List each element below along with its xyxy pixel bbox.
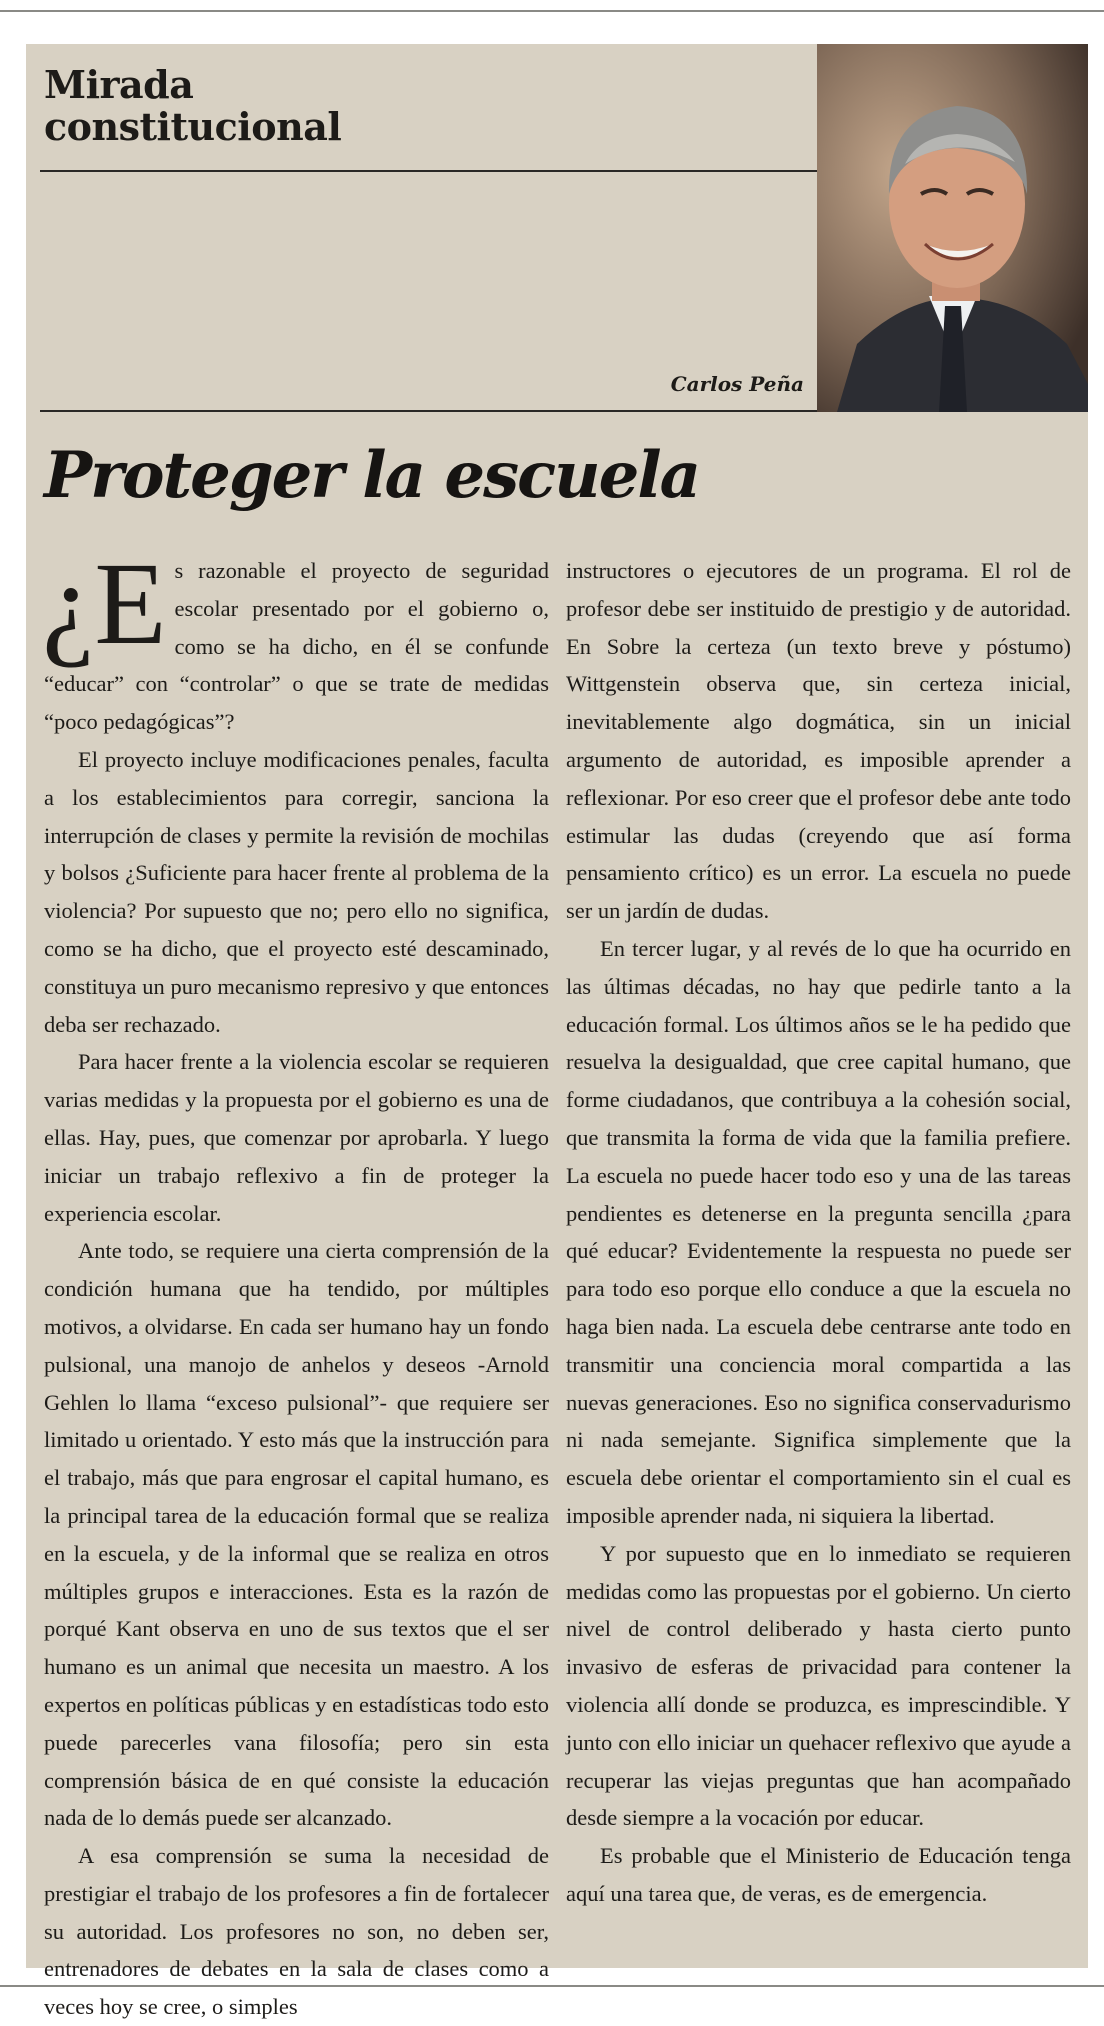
paragraph: Para hacer frente a la violencia escolar se requieren varias medidas y la propuesta por el gobierno es una de ellas. Hay, pues, que comenzar por aprobarla. Y luego iniciar un trabajo reflexivo a fin de proteger la experiencia escolar. (44, 1049, 549, 1226)
paragraph: Ante todo, se requiere una cierta comprensión de la condición humana que ha tendido, por múltiples motivos, a olvidarse. En cada ser humano hay un fondo pulsional, una manojo de anhelos y deseos -Arnold Gehlen lo llama “exceso pulsional”- que requiere ser limitado u orientado. Y esto más que la instrucción para el trabajo, más que para engrosar el capital humano, es la principal tarea de la educación formal que se realiza en la escuela, y de la informal que se realiza en otros múltiples grupos e interacciones. Esta es la razón de porqué Kant observa en uno de sus textos que el ser humano es un animal que necesita un maestro. A los expertos en políticas públicas y en estadísticas todo esto puede parecerles vana filosofía; pero sin esta comprensión básica de en qué consiste la educación nada de lo demás puede ser alcanzado. (44, 1238, 549, 1831)
paragraph-text: s razonable el proyecto de seguridad escolar presentado por el gobierno o, como se ha dicho, en él se confunde “educar” con “controlar” o que se trate de medidas “poco pedagógicas”? (44, 558, 549, 735)
paragraph (42, 538, 549, 741)
article-page (26, 44, 1088, 2020)
author-photo (817, 44, 1088, 412)
paragraph: A esa comprensión se suma la necesidad de prestigiar el trabajo de los profesores a fin de fortalecer su autoridad. Los profesores no son, no deben ser, entrenadores de debates en la sala de clases como a veces hoy se cree, o simples (44, 1843, 549, 2020)
paragraph: Es probable que el Ministerio de Educación tenga aquí una tarea que, de veras, es de emergencia. (566, 1843, 1071, 1906)
article-column-left (42, 538, 549, 2026)
header-divider (40, 170, 818, 172)
paragraph: En tercer lugar, y al revés de lo que ha ocurrido en las últimas décadas, no hay que pedirle tanto a la educación formal. Los últimos años se le ha pedido que resuelva la desigualdad, que cree capital humano, que forme ciudadanos, que contribuya a la cohesión social, que transmita la forma de vida que la familia prefiere. La escuela no puede hacer todo eso y una de las tareas pendientes es detenerse en la pregunta sencilla ¿para qué educar? Evidentemente la respuesta no puede ser para todo eso porque ello conduce a que la escuela no haga bien nada. La escuela debe centrarse ante todo en transmitir una conciencia moral compartida a las nuevas generaciones. Eso no significa conservadurismo ni nada semejante. Significa simplemente que la escuela debe orientar el comportamiento sin el cual es imposible aprender nada, ni siquiera la libertad. (566, 935, 1071, 1528)
paragraph: instructores o ejecutores de un programa. El rol de profesor debe ser instituido de prestigio y de autoridad. En Sobre la certeza (un texto breve y póstumo) Wittgenstein observa que, sin certeza inicial, inevitablemente algo dogmática, sin un inicial argumento de autoridad, es imposible aprender a reflexionar. Por eso creer que el profesor debe ante todo estimular las dudas (creyendo que así forma pensamiento crítico) es un error. La escuela no puede ser un jardín de dudas. (566, 558, 1071, 924)
author-portrait-illustration (817, 44, 1088, 412)
page-top-rule (0, 10, 1104, 12)
column-name: Mirada constitucional (44, 62, 342, 149)
paragraph: El proyecto incluye modificaciones penales, faculta a los establecimientos para corregir, sanciona la interrupción de clases y permite la revisión de mochilas y bolsos ¿Suficiente para hacer frente al problema de la violencia? Por supuesto que no; pero ello no significa, como se ha dicho, que el proyecto esté descaminado, constituya un puro mecanismo represivo y que entonces deba ser rechazado. (44, 746, 549, 1037)
drop-cap: ¿E (42, 538, 167, 669)
author-byline: Carlos Peña (670, 372, 804, 396)
paragraph: Y por supuesto que en lo inmediato se requieren medidas como las propuestas por el gobierno. Un cierto nivel de control deliberado y hasta cierto punto invasivo de esferas de privacidad para contener la violencia allí donde se produzca, es imprescindible. Y junto con ello iniciar un quehacer reflexivo que ayude a recuperar las viejas preguntas que han acompañado desde siempre a la vocación por educar. (566, 1540, 1071, 1831)
column-header (26, 44, 1088, 412)
article-column-right (566, 552, 1071, 1913)
article-headline: Proteger la escuela (44, 438, 700, 513)
page-bottom-rule (0, 1985, 1104, 1987)
